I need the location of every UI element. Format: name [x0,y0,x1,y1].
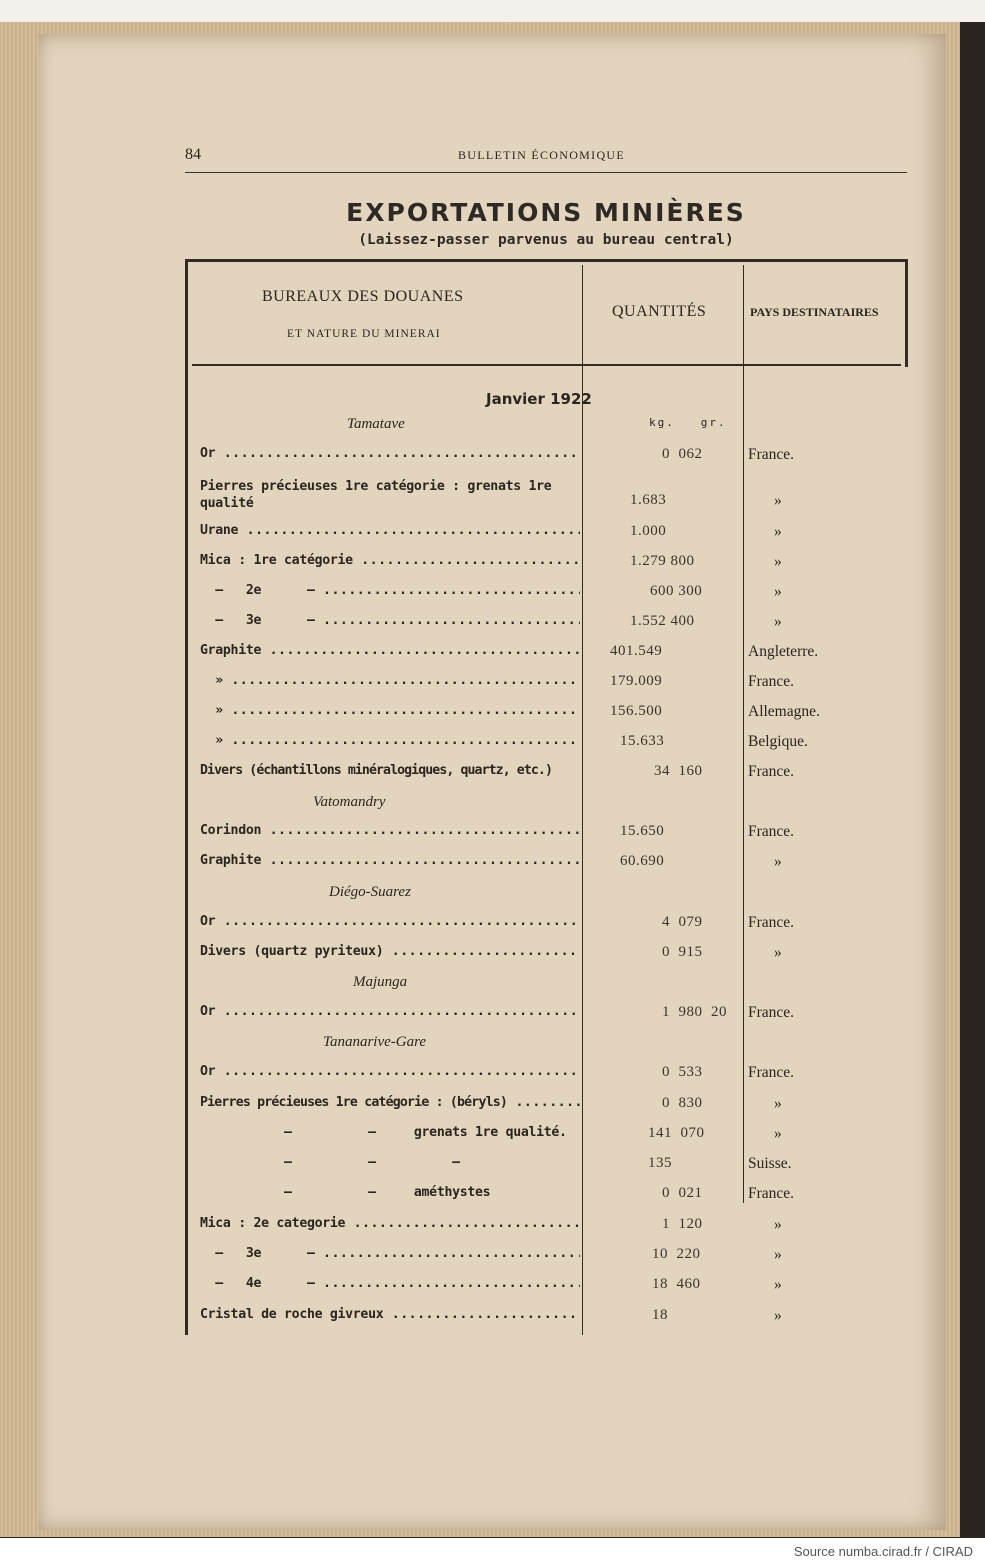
row-quantity: 135 [648,1155,672,1171]
table-header-rule [192,364,901,366]
row-destination: France. [748,1004,795,1021]
row-quantity: 1.000 [630,523,667,539]
row-quantity: 1.552 400 [630,613,695,629]
row-label: » ..... [200,673,580,688]
row-label: — — — [200,1155,460,1170]
row-label: — 2e — ..... [200,583,580,598]
row-quantity: 0 062 [662,446,703,462]
row-label: — 4e — ..... [200,1276,580,1291]
quantity-units: kg. gr. [649,416,727,429]
row-label: Urane ..... [200,523,580,538]
row-label: — — améthystes [200,1185,491,1200]
row-destination: France. [748,446,795,463]
row-label: Graphite ..... [200,643,580,658]
row-destination: » [774,583,782,600]
row-label: » ..... [200,703,580,718]
row-quantity: 15.633 [620,733,665,749]
running-title: BULLETIN ÉCONOMIQUE [458,148,626,162]
row-destination: » [774,613,782,630]
row-quantity: 1.683 [630,492,667,508]
row-quantity: 34 160 [654,763,703,779]
row-label: Graphite ..... [200,853,580,868]
row-label: » ..... [200,733,580,748]
row-quantity: 18 [652,1307,668,1323]
table-left-rule [185,259,188,1335]
row-destination: Suisse. [748,1155,792,1172]
row-destination: Angleterre. [748,643,819,660]
row-label: Or ..... [200,1064,580,1079]
row-destination: » [774,1276,782,1293]
row-quantity: 1.279 800 [630,553,695,569]
row-destination: France. [748,673,795,690]
row-label: Pierres précieuses 1re catégorie : grenats 1re qualité [200,479,552,511]
row-quantity: 156.500 [610,703,663,719]
page-number: 84 [185,146,201,163]
row-destination: » [774,1125,782,1142]
row-quantity: 0 533 [662,1064,703,1080]
row-destination: France. [748,914,795,931]
row-label: Mica : 2e categorie ..... [200,1216,580,1231]
row-label: Mica : 1re catégorie ..... [200,553,580,568]
header-rule [185,172,907,173]
row-destination: » [774,1307,782,1324]
row-quantity: 10 220 [652,1246,701,1262]
row-destination: » [774,523,782,540]
row-quantity: 1 120 [662,1216,703,1232]
row-quantity: 0 830 [662,1095,703,1111]
office-diego-suarez: Diégo-Suarez [329,884,411,900]
row-destination: Belgique. [748,733,808,750]
document-title: EXPORTATIONS MINIÈRES [346,198,746,227]
row-label: — — grenats 1re qualité. [200,1125,567,1140]
row-destination: » [774,944,782,961]
row-label: Or ..... [200,1004,580,1019]
table-right-rule [905,259,908,367]
row-destination: France. [748,1064,795,1081]
row-destination: » [774,1216,782,1233]
row-destination: » [774,853,782,870]
row-quantity: 141 070 [648,1125,705,1141]
column-header-bureaux: BUREAUX DES DOUANES [262,288,464,305]
row-quantity: 4 079 [662,914,703,930]
col-divider-1 [582,265,583,1335]
row-quantity: 0 021 [662,1185,703,1201]
period-heading: Janvier 1922 [486,390,592,408]
row-destination: France. [748,763,795,780]
column-header-pays: PAYS DESTINATAIRES [750,305,879,319]
row-quantity: 15.650 [620,823,665,839]
table-top-rule [188,259,907,262]
office-tamatave: Tamatave [347,416,405,432]
row-quantity: 0 915 [662,944,703,960]
row-destination: » [774,1095,782,1112]
row-destination: France. [748,823,795,840]
row-label: Pierres précieuses 1re catégorie : (béryls) ..... [200,1095,580,1110]
row-destination: » [774,492,782,509]
row-quantity: 18 460 [652,1276,701,1292]
row-label: Cristal de roche givreux ..... [200,1307,580,1322]
row-label: Corindon ..... [200,823,580,838]
top-strip [0,0,985,22]
row-quantity: 179.009 [610,673,663,689]
row-destination: Allemagne. [748,703,820,720]
column-header-bureaux-sub: ET NATURE DU MINERAI [287,328,441,340]
row-destination: » [774,1246,782,1263]
row-quantity: 1 980 20 [662,1004,727,1020]
office-tananarive-gare: Tananarive-Gare [323,1034,427,1050]
row-label: Or ..... [200,914,580,929]
office-vatomandry: Vatomandry [313,794,386,810]
office-majunga: Majunga [353,974,408,990]
row-label: Divers (échantillons minéralogiques, quartz, etc.) [200,763,552,778]
row-label: Or ..... [200,446,580,461]
row-label: — 3e — ..... [200,613,580,628]
row-quantity: 600 300 [650,583,703,599]
row-label: — 3e — ..... [200,1246,580,1261]
row-quantity: 60.690 [620,853,665,869]
row-destination: » [774,553,782,570]
row-destination: France. [748,1185,795,1202]
source-credit: Source numba.cirad.fr / CIRAD [793,1544,973,1559]
row-quantity: 401.549 [610,643,663,659]
row-label: Divers (quartz pyriteux) ..... [200,944,580,959]
document-subtitle: (Laissez-passer parvenus au bureau central) [358,232,734,248]
column-header-quantites: QUANTITÉS [612,303,707,320]
